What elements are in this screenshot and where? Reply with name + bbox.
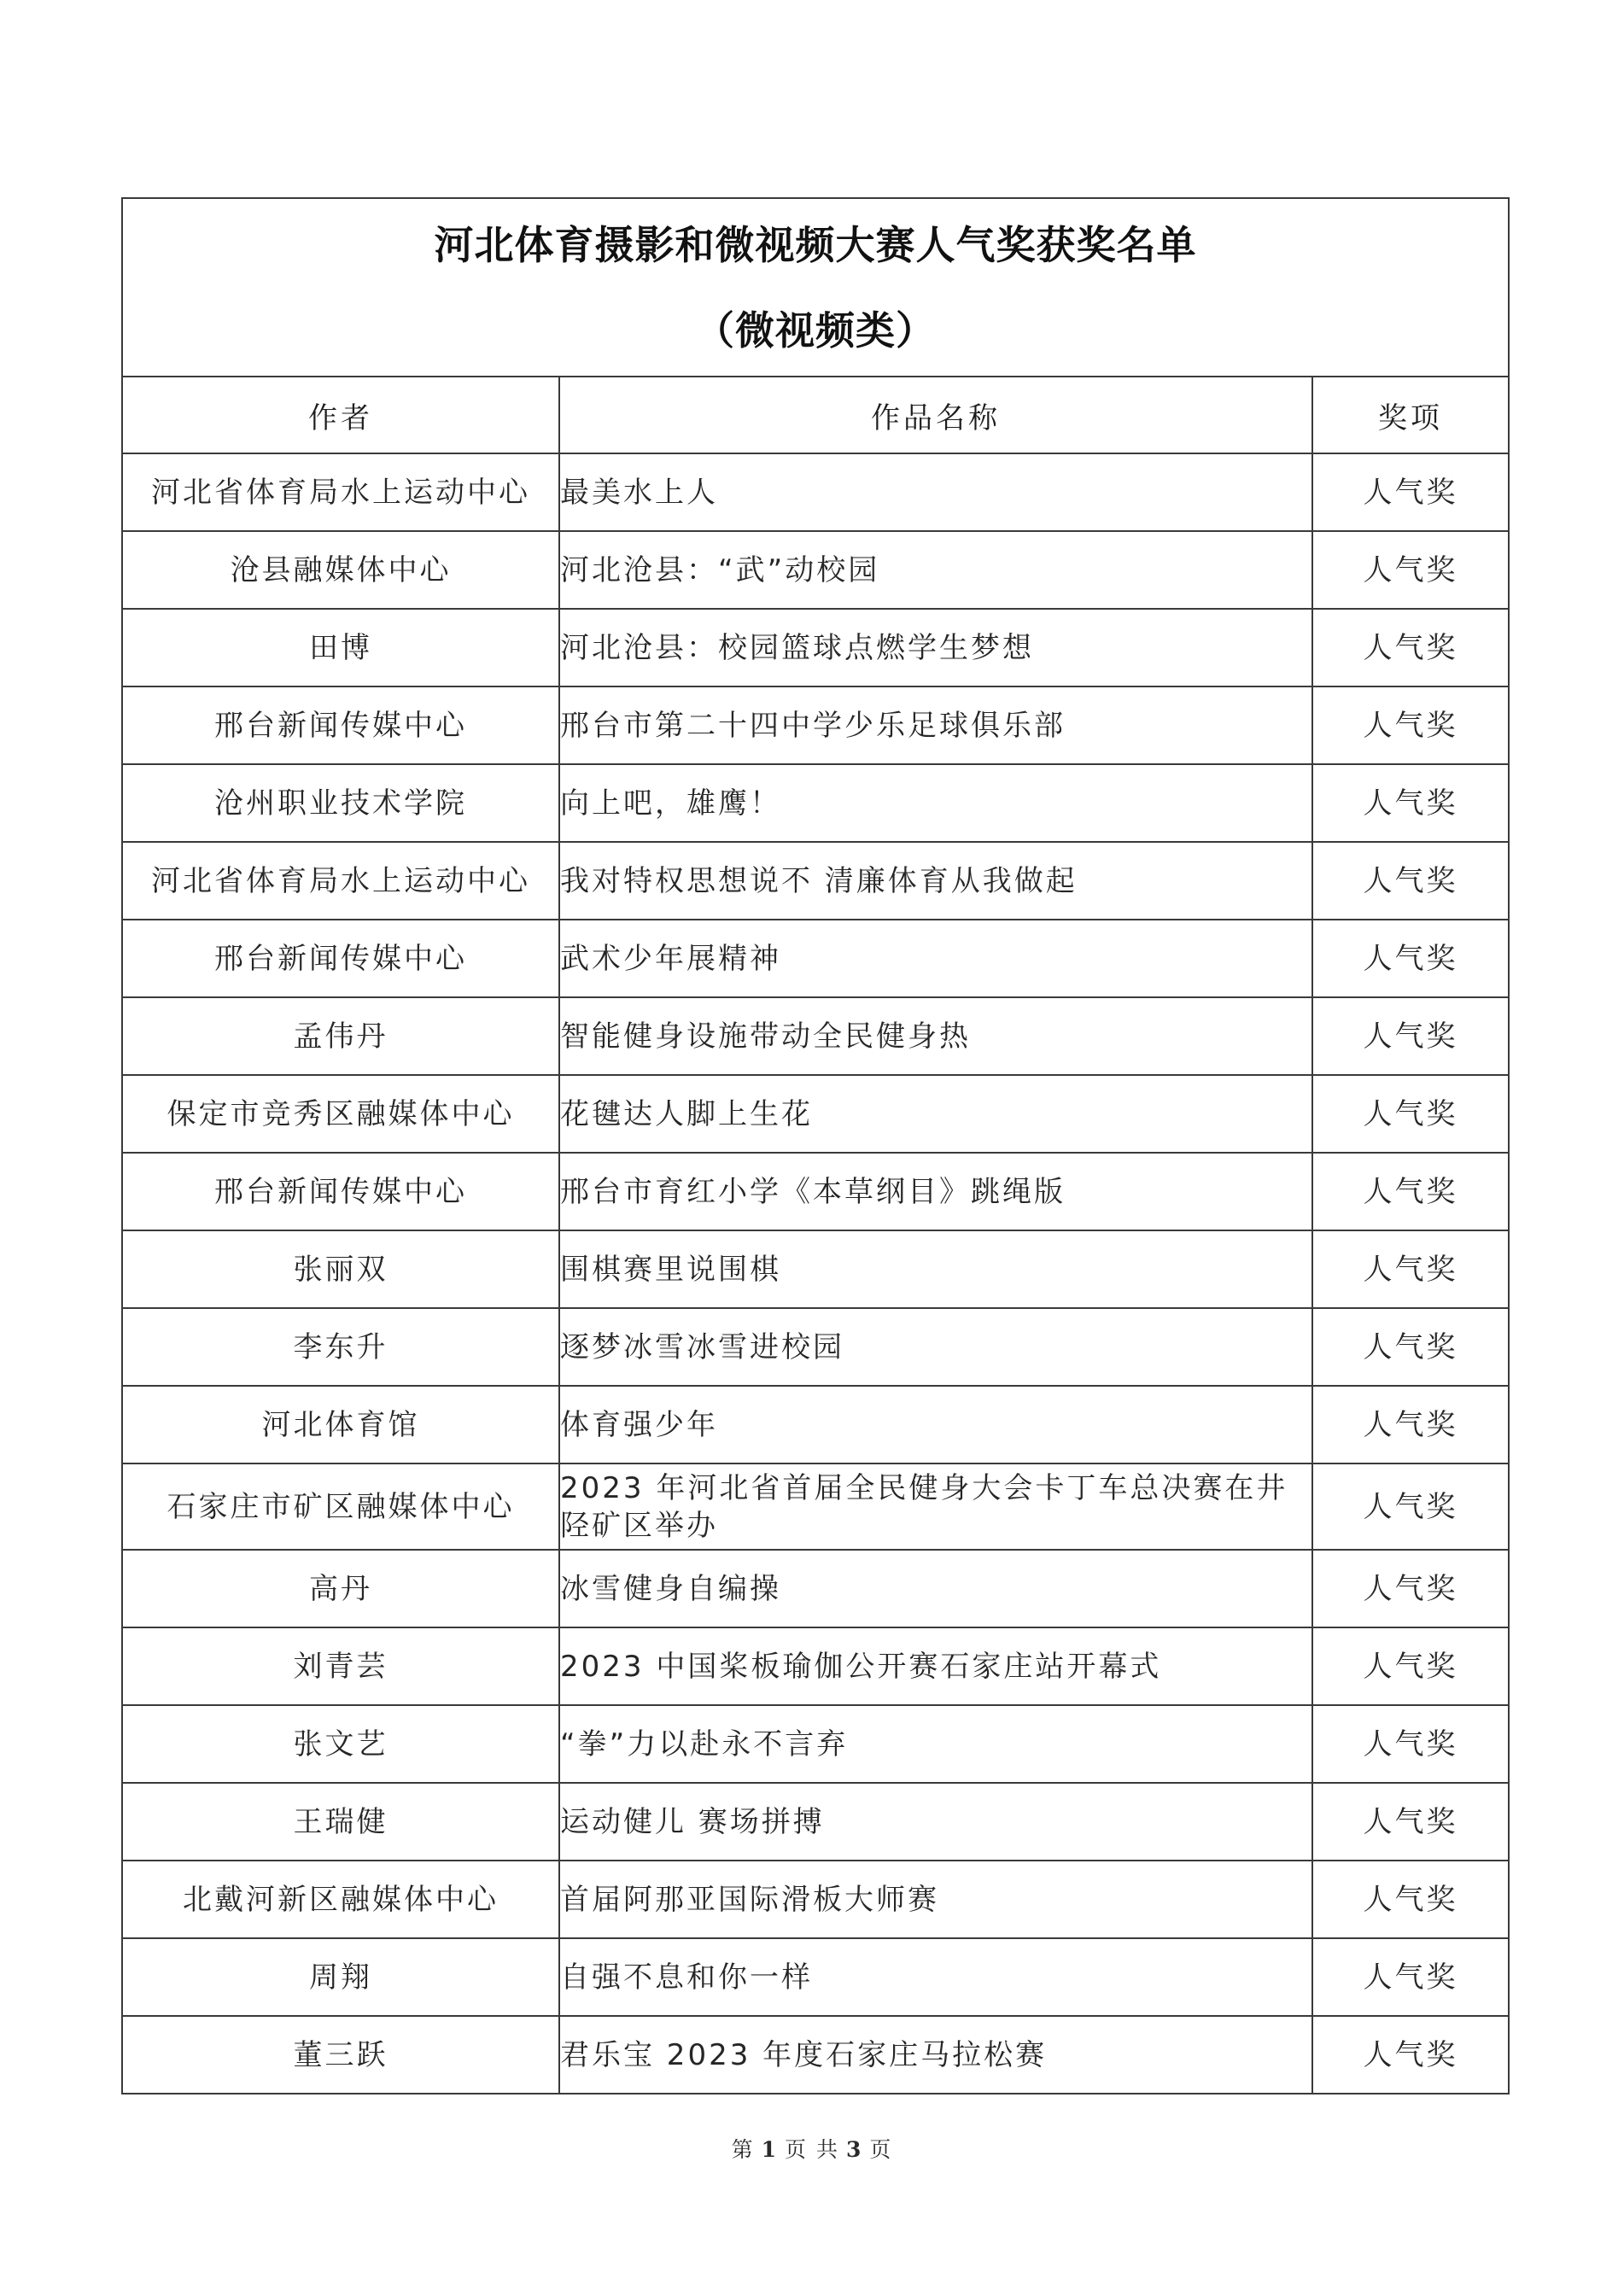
document-subtitle: （微视频类） <box>695 307 936 353</box>
column-header-author: 作者 <box>122 377 559 453</box>
award-cell: 人气奖 <box>1312 1386 1509 1463</box>
work-title-cell: 自强不息和你一样 <box>559 1938 1312 2016</box>
author-cell: 董三跃 <box>122 2016 559 2094</box>
award-cell: 人气奖 <box>1312 764 1509 842</box>
award-cell: 人气奖 <box>1312 1627 1509 1705</box>
work-title-cell: “拳”力以赴永不言弃 <box>559 1705 1312 1783</box>
document-title: 河北体育摄影和微视频大赛人气奖获奖名单 <box>434 221 1197 268</box>
author-cell: 张文艺 <box>122 1705 559 1783</box>
award-cell: 人气奖 <box>1312 1550 1509 1627</box>
work-title-cell: 邢台市第二十四中学少乐足球俱乐部 <box>559 686 1312 764</box>
total-pages-number: 3 <box>845 2137 863 2162</box>
award-cell: 人气奖 <box>1312 1705 1509 1783</box>
author-cell: 邢台新闻传媒中心 <box>122 1153 559 1230</box>
award-cell: 人气奖 <box>1312 842 1509 920</box>
current-page-number: 1 <box>761 2137 779 2162</box>
table-row <box>122 1075 1509 1153</box>
award-cell: 人气奖 <box>1312 453 1509 531</box>
author-cell: 沧县融媒体中心 <box>122 531 559 609</box>
work-title-cell: 2023 中国桨板瑜伽公开赛石家庄站开幕式 <box>559 1627 1312 1705</box>
table-row <box>122 1705 1509 1783</box>
title-row <box>122 198 1509 377</box>
author-cell: 张丽双 <box>122 1230 559 1308</box>
column-header-work: 作品名称 <box>559 377 1312 453</box>
author-cell: 沧州职业技术学院 <box>122 764 559 842</box>
work-title-cell: 最美水上人 <box>559 453 1312 531</box>
author-cell: 河北省体育局水上运动中心 <box>122 453 559 531</box>
table-row <box>122 2016 1509 2094</box>
award-list-table <box>121 197 1510 2094</box>
page-footer <box>0 2133 1624 2164</box>
table-row <box>122 920 1509 997</box>
work-title-cell: 2023 年河北省首届全民健身大会卡丁车总决赛在井陉矿区举办 <box>559 1463 1312 1550</box>
author-cell: 石家庄市矿区融媒体中心 <box>122 1463 559 1550</box>
author-cell: 邢台新闻传媒中心 <box>122 686 559 764</box>
author-cell: 河北体育馆 <box>122 1386 559 1463</box>
award-cell: 人气奖 <box>1312 1463 1509 1550</box>
footer-suffix: 页 <box>869 2137 893 2162</box>
work-title-cell: 武术少年展精神 <box>559 920 1312 997</box>
table-row <box>122 609 1509 686</box>
author-cell: 周翔 <box>122 1938 559 2016</box>
table-row <box>122 1153 1509 1230</box>
award-cell: 人气奖 <box>1312 686 1509 764</box>
table-row <box>122 1938 1509 2016</box>
award-cell: 人气奖 <box>1312 531 1509 609</box>
table-row <box>122 1230 1509 1308</box>
work-title-cell: 河北沧县：校园篮球点燃学生梦想 <box>559 609 1312 686</box>
work-title-cell: 君乐宝 2023 年度石家庄马拉松赛 <box>559 2016 1312 2094</box>
table-row <box>122 1463 1509 1550</box>
award-cell: 人气奖 <box>1312 1308 1509 1386</box>
award-cell: 人气奖 <box>1312 1153 1509 1230</box>
footer-prefix: 第 <box>731 2137 755 2162</box>
work-title-cell: 花毽达人脚上生花 <box>559 1075 1312 1153</box>
work-title-cell: 邢台市育红小学《本草纲目》跳绳版 <box>559 1153 1312 1230</box>
award-cell: 人气奖 <box>1312 609 1509 686</box>
author-cell: 北戴河新区融媒体中心 <box>122 1861 559 1938</box>
author-cell: 孟伟丹 <box>122 997 559 1075</box>
table-row <box>122 1861 1509 1938</box>
work-title-cell: 首届阿那亚国际滑板大师赛 <box>559 1861 1312 1938</box>
work-title-cell: 向上吧，雄鹰！ <box>559 764 1312 842</box>
author-cell: 刘青芸 <box>122 1627 559 1705</box>
table-row <box>122 1783 1509 1861</box>
table-row <box>122 1627 1509 1705</box>
award-cell: 人气奖 <box>1312 2016 1509 2094</box>
author-cell: 河北省体育局水上运动中心 <box>122 842 559 920</box>
work-title-cell: 围棋赛里说围棋 <box>559 1230 1312 1308</box>
footer-middle: 页 共 <box>785 2137 839 2162</box>
award-cell: 人气奖 <box>1312 1938 1509 2016</box>
work-title-cell: 运动健儿 赛场拼搏 <box>559 1783 1312 1861</box>
table-row <box>122 531 1509 609</box>
author-cell: 高丹 <box>122 1550 559 1627</box>
award-cell: 人气奖 <box>1312 920 1509 997</box>
author-cell: 王瑞健 <box>122 1783 559 1861</box>
table-row <box>122 997 1509 1075</box>
table-row <box>122 453 1509 531</box>
work-title-cell: 智能健身设施带动全民健身热 <box>559 997 1312 1075</box>
author-cell: 保定市竞秀区融媒体中心 <box>122 1075 559 1153</box>
table-row <box>122 764 1509 842</box>
author-cell: 邢台新闻传媒中心 <box>122 920 559 997</box>
table-header-row <box>122 377 1509 453</box>
work-title-cell: 冰雪健身自编操 <box>559 1550 1312 1627</box>
author-cell: 田博 <box>122 609 559 686</box>
award-cell: 人气奖 <box>1312 1075 1509 1153</box>
table-row <box>122 686 1509 764</box>
table-row <box>122 1308 1509 1386</box>
table-row <box>122 1386 1509 1463</box>
column-header-award: 奖项 <box>1312 377 1509 453</box>
table-row <box>122 1550 1509 1627</box>
author-cell: 李东升 <box>122 1308 559 1386</box>
table-body <box>122 453 1509 2094</box>
work-title-cell: 体育强少年 <box>559 1386 1312 1463</box>
work-title-cell: 河北沧县：“武”动校园 <box>559 531 1312 609</box>
award-cell: 人气奖 <box>1312 997 1509 1075</box>
award-cell: 人气奖 <box>1312 1783 1509 1861</box>
award-cell: 人气奖 <box>1312 1230 1509 1308</box>
work-title-cell: 我对特权思想说不 清廉体育从我做起 <box>559 842 1312 920</box>
work-title-cell: 逐梦冰雪冰雪进校园 <box>559 1308 1312 1386</box>
table-row <box>122 842 1509 920</box>
award-cell: 人气奖 <box>1312 1861 1509 1938</box>
title-cell <box>122 198 1509 377</box>
